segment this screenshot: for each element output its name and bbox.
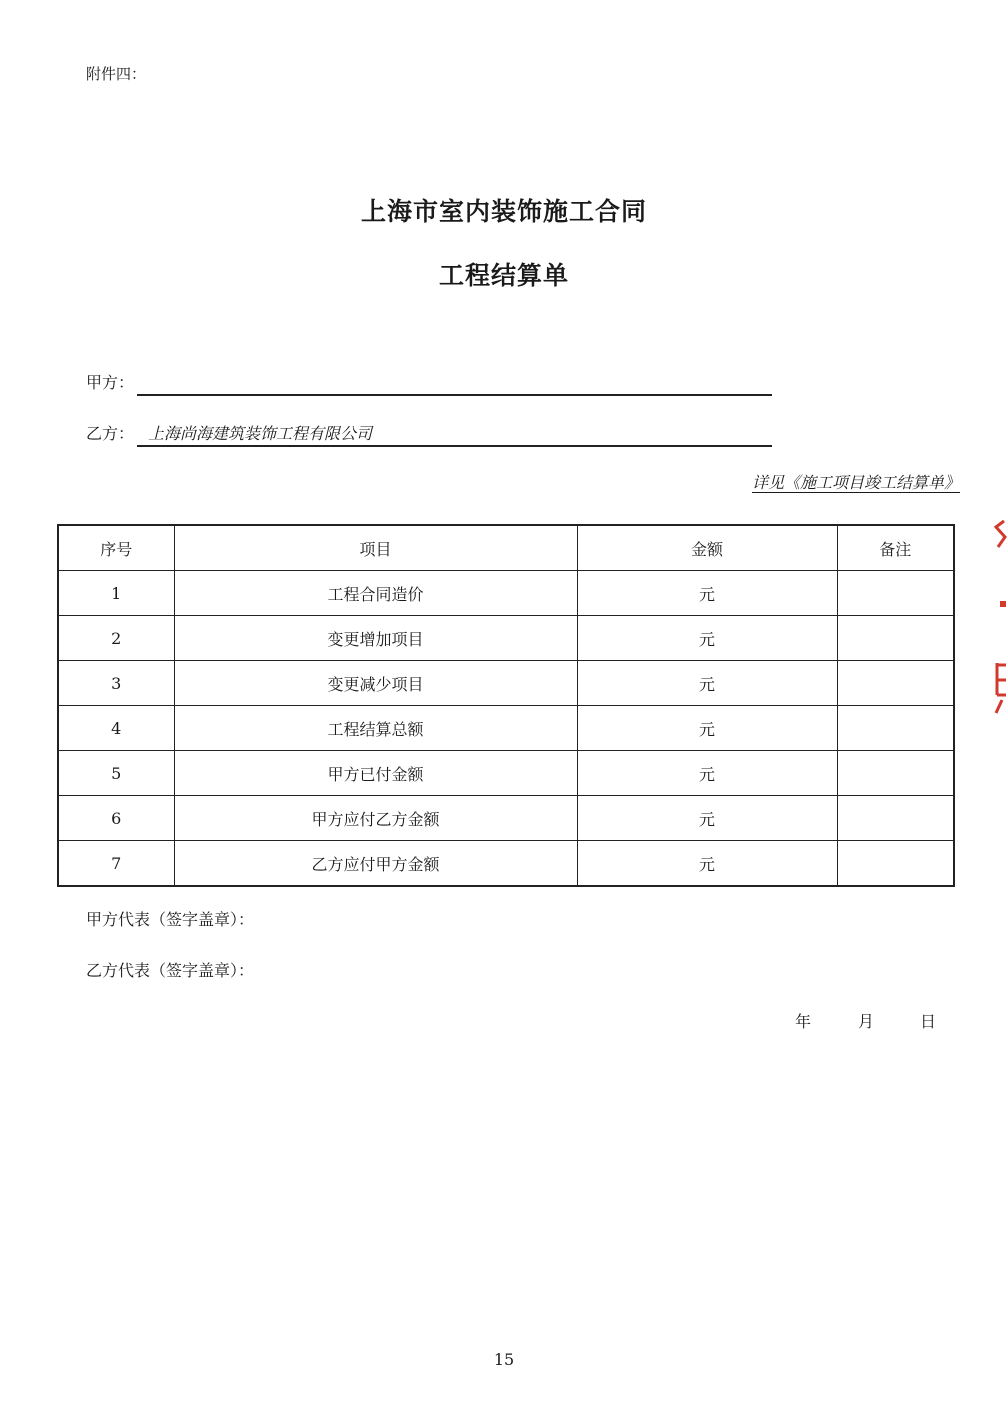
date-day: 日 [920, 1012, 937, 1031]
row-item: 工程结算总额 [174, 706, 577, 751]
row-amount: 元 [577, 796, 837, 841]
page-number: 15 [493, 1350, 515, 1369]
row-amount: 元 [577, 841, 837, 887]
header-amount: 金额 [577, 525, 837, 571]
row-no: 1 [58, 571, 174, 616]
header-remark: 备注 [837, 525, 954, 571]
table-row [58, 571, 954, 616]
row-amount: 元 [577, 661, 837, 706]
settlement-table [57, 524, 955, 887]
row-item: 甲方已付金额 [174, 751, 577, 796]
party-b-underline [137, 445, 772, 447]
row-remark [837, 751, 954, 796]
table-row [58, 661, 954, 706]
party-a-underline [137, 394, 772, 396]
date-year: 年 [795, 1012, 812, 1031]
table-row [58, 751, 954, 796]
party-a-label: 甲方： [86, 373, 135, 392]
table-row [58, 841, 954, 887]
row-item: 乙方应付甲方金额 [174, 841, 577, 887]
header-no: 序号 [58, 525, 174, 571]
table-row [58, 796, 954, 841]
document-subtitle: 工程结算单 [438, 261, 569, 290]
row-item: 变更增加项目 [174, 616, 577, 661]
row-no: 5 [58, 751, 174, 796]
row-no: 7 [58, 841, 174, 887]
row-item: 变更减少项目 [174, 661, 577, 706]
row-remark [837, 841, 954, 887]
row-remark [837, 661, 954, 706]
party-b-label: 乙方： [86, 424, 135, 443]
row-remark [837, 796, 954, 841]
party-b-value: 上海尚海建筑装饰工程有限公司 [148, 424, 373, 443]
row-no: 4 [58, 706, 174, 751]
row-remark [837, 571, 954, 616]
attachment-label: 附件四： [86, 65, 147, 83]
row-amount: 元 [577, 706, 837, 751]
table-row [58, 616, 954, 661]
party-a-representative: 甲方代表（签字盖章）： [86, 910, 255, 929]
date-month: 月 [858, 1012, 875, 1031]
row-amount: 元 [577, 751, 837, 796]
red-seal-stamp-icon [992, 515, 1008, 715]
header-item: 项目 [174, 525, 577, 571]
party-b-representative: 乙方代表（签字盖章）： [86, 961, 255, 980]
row-item: 工程合同造价 [174, 571, 577, 616]
table-header-row [58, 525, 954, 571]
row-remark [837, 616, 954, 661]
contract-title: 上海市室内装饰施工合同 [360, 197, 647, 226]
table-row [58, 706, 954, 751]
row-no: 3 [58, 661, 174, 706]
row-no: 6 [58, 796, 174, 841]
reference-note: 详见《施工项目竣工结算单》 [751, 473, 960, 492]
row-remark [837, 706, 954, 751]
row-no: 2 [58, 616, 174, 661]
row-item: 甲方应付乙方金额 [174, 796, 577, 841]
row-amount: 元 [577, 616, 837, 661]
row-amount: 元 [577, 571, 837, 616]
